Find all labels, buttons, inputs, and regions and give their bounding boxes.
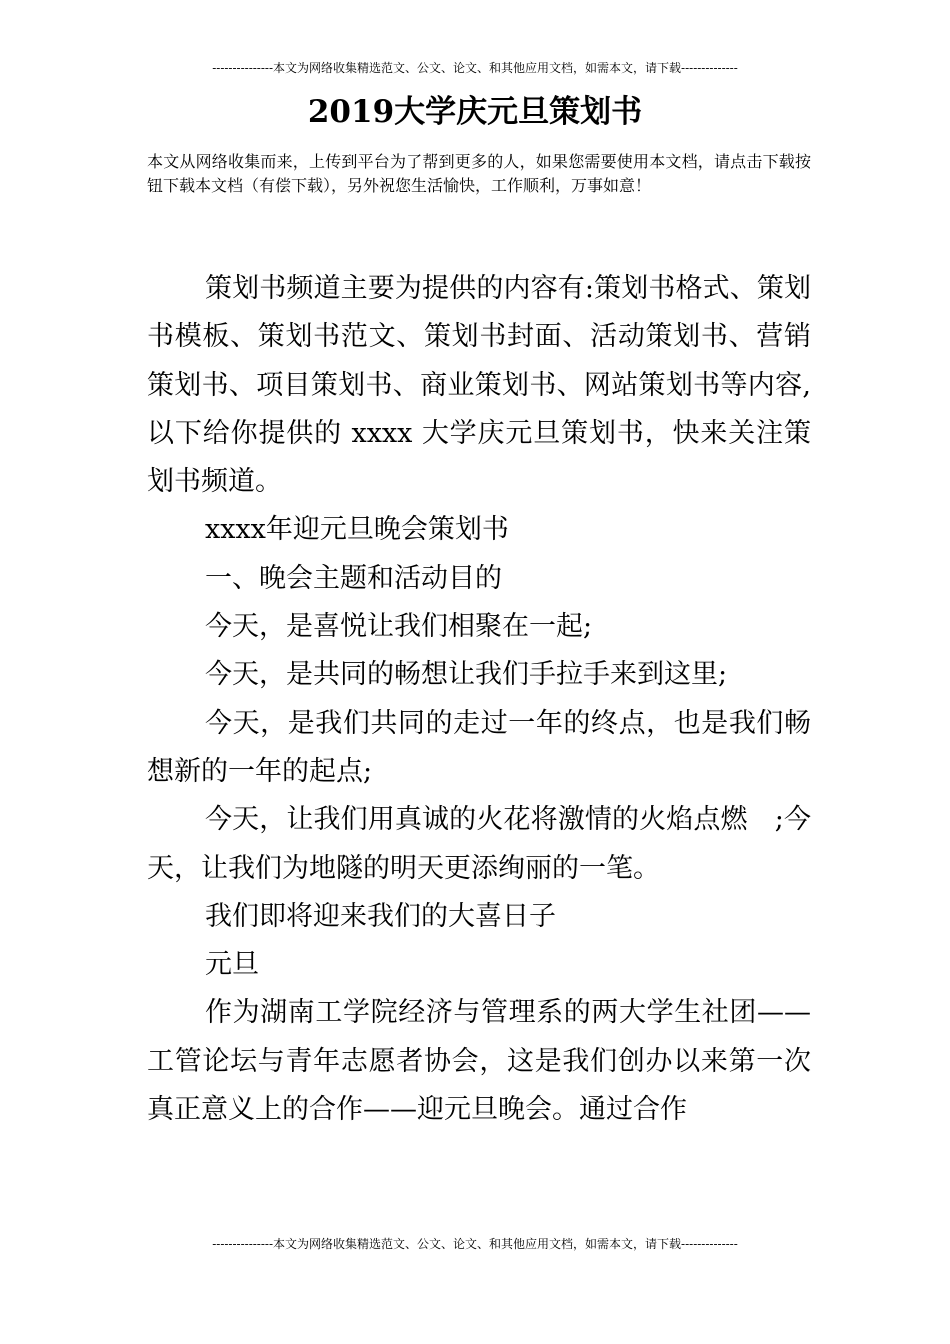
body-paragraph: 今天，是我们共同的走过一年的终点，也是我们畅想新的一年的起点; [147, 707, 811, 787]
body-paragraph: 今天，让我们用真诚的火花将激情的火焰点燃 ;今天，让我们为地隧的明天更添绚丽的一笔。 [147, 804, 811, 884]
body-paragraph: 一、晚会主题和活动目的 [205, 562, 502, 594]
body-paragraph: 策划书频道主要为提供的内容有:策划书格式、策划书模板、策划书范文、策划书封面、活动策划书、营销策划书、项目策划书、商业策划书、网站策划书等内容,以下给你提供的 xxxx 大学庆元旦策划书，快来关注策划书频道。 [147, 273, 811, 498]
body-paragraph: 作为湖南工学院经济与管理系的两大学生社团——工管论坛与青年志愿者协会，这是我们创办以来第一次真正意义上的合作——迎元旦晚会。通过合作 [147, 997, 811, 1126]
body-paragraph: 元旦 [205, 949, 259, 981]
body-paragraph: 今天，是共同的畅想让我们手拉手来到这里; [205, 659, 728, 691]
page-footer: ---------------本文为网络收集精选范文、公文、论文、和其他应用文档，如需本文，请下载-------------- [212, 1237, 738, 1251]
intro-notice: 本文从网络收集而来，上传到平台为了帮到更多的人，如果您需要使用本文档，请点击下载按钮下载本文档（有偿下载），另外祝您生活愉快，工作顺利，万事如意！ [147, 152, 811, 195]
document-body [147, 265, 811, 1134]
body-paragraph: xxxx年迎元旦晚会策划书 [205, 514, 509, 546]
document-title: 2019大学庆元旦策划书 [307, 94, 643, 130]
page-header: ---------------本文为网络收集精选范文、公文、论文、和其他应用文档，如需本文，请下载-------------- [212, 61, 738, 75]
body-paragraph: 我们即将迎来我们的大喜日子 [205, 900, 556, 932]
body-paragraph: 今天，是喜悦让我们相聚在一起; [205, 611, 593, 643]
